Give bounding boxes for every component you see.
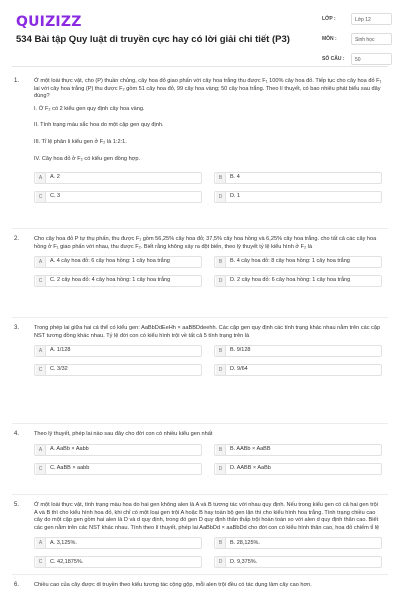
option-text: D. AABB × AaBb bbox=[230, 464, 271, 471]
answer-option-d[interactable] bbox=[214, 191, 382, 203]
option-text: B. 28,125%. bbox=[230, 539, 260, 546]
answer-option-b[interactable] bbox=[214, 345, 382, 357]
question-body bbox=[34, 236, 382, 287]
question-body bbox=[34, 431, 382, 475]
question-text: Theo lý thuyết, phép lai nào sau đây cho đời con có nhiều kiểu gen nhất bbox=[34, 431, 213, 437]
option-text: D. 9/64 bbox=[230, 366, 248, 373]
meta-value: 50 bbox=[351, 53, 392, 65]
question-separator bbox=[12, 423, 388, 424]
option-text: B. AABb × AaBB bbox=[230, 445, 271, 452]
option-letter-box: C bbox=[36, 557, 46, 567]
answer-option-a[interactable] bbox=[34, 444, 202, 456]
question-text: Trong phép lai giữa hai cá thể có kiểu gen: AaBbDdEeHh × aaBBDdeehh. Các cặp gen quy định các tính trạng khác nhau nằm trên các cặp NST tương đồng khác nhau. Tỷ lệ đời con có kiểu hình trội về tất cả 5 tính trạng trên là bbox=[34, 325, 381, 339]
answer-option-d[interactable] bbox=[214, 364, 382, 376]
meta-label: MÔN : bbox=[322, 36, 337, 42]
answer-option-b[interactable] bbox=[214, 256, 382, 268]
question-body bbox=[34, 78, 382, 203]
option-letter-box: D bbox=[216, 192, 226, 202]
answer-option-c[interactable] bbox=[34, 191, 202, 203]
option-letter-box: B bbox=[216, 445, 226, 455]
question-body bbox=[34, 582, 382, 590]
question-body bbox=[34, 502, 382, 568]
quizizz-logo: QUIZIZZ bbox=[16, 14, 82, 30]
answer-option-c[interactable] bbox=[34, 364, 202, 376]
option-text: C. 3/32 bbox=[50, 366, 68, 373]
answer-option-b[interactable] bbox=[214, 172, 382, 184]
answer-options bbox=[34, 444, 382, 475]
option-letter-box: B bbox=[216, 173, 226, 183]
option-text: C. 3 bbox=[50, 193, 61, 200]
answer-option-a[interactable] bbox=[34, 345, 202, 357]
option-letter-box: D bbox=[216, 557, 226, 567]
answer-options bbox=[34, 256, 382, 287]
option-letter-box: A bbox=[36, 346, 46, 356]
option-letter-box: C bbox=[36, 365, 46, 375]
answer-option-c[interactable] bbox=[34, 556, 202, 568]
question-number: 1. bbox=[14, 78, 20, 84]
answer-option-d[interactable] bbox=[214, 556, 382, 568]
option-text: A. 3,125%. bbox=[50, 539, 77, 546]
question-number: 4. bbox=[14, 431, 20, 437]
question-number: 2. bbox=[14, 236, 20, 242]
answer-option-c[interactable] bbox=[34, 275, 202, 287]
meta-row-question-count bbox=[322, 52, 392, 66]
option-letter-box: C bbox=[36, 192, 46, 202]
meta-value: Lớp 12 bbox=[351, 13, 392, 25]
option-letter-box: A bbox=[36, 538, 46, 548]
meta-label: SỐ CÂU : bbox=[322, 56, 345, 62]
option-letter-box: B bbox=[216, 538, 226, 548]
option-letter-box: C bbox=[36, 276, 46, 286]
meta-row-class bbox=[322, 12, 392, 26]
question-separator bbox=[12, 317, 388, 318]
question-5 bbox=[12, 502, 388, 568]
statement: III. Tỉ lệ phân li kiểu gen ở F₂ là 1:2:1. bbox=[34, 138, 127, 145]
option-text: D. 9,375%. bbox=[230, 558, 258, 565]
option-letter-box: A bbox=[36, 257, 46, 267]
answer-option-c[interactable] bbox=[34, 463, 202, 475]
question-number: 6. bbox=[14, 582, 20, 588]
meta-value: Sinh học bbox=[351, 33, 392, 45]
question-6 bbox=[12, 582, 388, 595]
option-text: C. 42,1875%. bbox=[50, 558, 84, 565]
option-text: A. 1/128 bbox=[50, 347, 71, 354]
header-divider bbox=[12, 66, 388, 67]
option-letter-box: A bbox=[36, 173, 46, 183]
option-text: B. 4 bbox=[230, 174, 240, 181]
answer-option-a[interactable] bbox=[34, 256, 202, 268]
answer-options bbox=[34, 345, 382, 376]
option-letter-box: B bbox=[216, 346, 226, 356]
statement: I. Ở F₂ có 2 kiểu gen quy định cây hoa vàng. bbox=[34, 105, 145, 112]
option-letter-box: D bbox=[216, 464, 226, 474]
question-body bbox=[34, 325, 382, 376]
statement: II. Tính trạng màu sắc hoa do một cặp gen quy định. bbox=[34, 122, 164, 129]
option-text: C. AaBB × aabb bbox=[50, 464, 90, 471]
option-text: C. 2 cây hoa đỏ: 4 cây hoa hồng: 1 cây hoa trắng bbox=[50, 277, 171, 284]
option-text: A. AaBb × Aabb bbox=[50, 445, 89, 452]
option-text: B. 9/128 bbox=[230, 347, 251, 354]
question-separator bbox=[12, 494, 388, 495]
answer-option-b[interactable] bbox=[214, 444, 382, 456]
answer-option-d[interactable] bbox=[214, 463, 382, 475]
answer-options bbox=[34, 537, 382, 568]
option-letter-box: B bbox=[216, 257, 226, 267]
question-number: 3. bbox=[14, 325, 20, 331]
worksheet-meta bbox=[322, 12, 392, 72]
question-text: Ở một loài thực vật, cho (P) thuần chủng, cây hoa đỏ giao phấn với cây hoa trắng thu được F₁ 100% cây hoa đỏ. Tiếp tục cho cây hoa đỏ F₁ lai với cây hoa trắng (P) thu được F₂ gồm 51 cây hoa đỏ, 99 cây hoa vàng; 50 cây hoa trắng. Theo lí thuyết, có bao nhiêu phát biểu sau đây đúng? bbox=[34, 78, 382, 100]
question-1 bbox=[12, 78, 388, 203]
answer-option-a[interactable] bbox=[34, 537, 202, 549]
statement: IV. Cây hoa đỏ ở F₂ có kiểu gen đồng hợp. bbox=[34, 155, 141, 162]
question-text: Cho cây hoa đỏ P tự thụ phấn, thu được F₁ gồm 56,25% cây hoa đỏ; 37,5% cây hoa hồng và 6,25% cây hoa trắng. cho tất cả các cây hoa hồng ở F₁ giao phấn với nhau, thu được F₂. Biết rằng không xảy ra đột biến, theo lý thuyết tỷ lệ kiểu hình ở F₂ là bbox=[34, 236, 377, 250]
question-text: Chiều cao của cây được di truyền theo kiểu tương tác cộng gộp, mỗi alen trội đều có tác dụng làm cây cao hơn. bbox=[34, 582, 312, 588]
answer-option-b[interactable] bbox=[214, 537, 382, 549]
meta-label: LỚP : bbox=[322, 16, 336, 22]
question-4 bbox=[12, 431, 388, 475]
option-letter-box: C bbox=[36, 464, 46, 474]
option-letter-box: A bbox=[36, 445, 46, 455]
question-number: 5. bbox=[14, 502, 20, 508]
meta-row-subject bbox=[322, 32, 392, 46]
option-letter-box: D bbox=[216, 365, 226, 375]
option-letter-box: D bbox=[216, 276, 226, 286]
page-title: 534 Bài tập Quy luật di truyền cực hay có lời giải chi tiết (P3) bbox=[16, 34, 290, 45]
question-2 bbox=[12, 236, 388, 287]
question-separator bbox=[12, 228, 388, 229]
answer-option-d[interactable] bbox=[214, 275, 382, 287]
question-separator bbox=[12, 574, 388, 575]
question-3 bbox=[12, 325, 388, 376]
answer-options bbox=[34, 172, 382, 203]
option-text: A. 4 cây hoa đỏ: 6 cây hoa hồng: 1 cây hoa trắng bbox=[50, 258, 170, 265]
option-text: B. 4 cây hoa đỏ: 8 cây hoa hồng: 1 cây hoa trắng bbox=[230, 258, 350, 265]
option-text: A. 2 bbox=[50, 174, 60, 181]
option-text: D. 1 bbox=[230, 193, 241, 200]
answer-option-a[interactable] bbox=[34, 172, 202, 184]
option-text: D. 2 cây hoa đỏ: 6 cây hoa hồng: 1 cây hoa trắng bbox=[230, 277, 351, 284]
question-text: Ở một loài thực vật, tính trạng màu hoa do hai gen không alen là A và B tương tác với nhau quy định. Nếu trong kiểu gen có cả hai gen trội A và B thì cho kiểu hình hoa đỏ, khi chỉ có một loại gen trội A hoặc B hay toàn bộ gen lặn thì cho kiểu hình hoa trắng. Tính trạng chiều cao cây do một cặp gen gồm hai alen là D và d quy định, trong đó gen D quy định thân thấp trội hoàn toàn so với alen d quy định thân cao. Biết các gen nằm trên các NST khác nhau. Tính theo lí thuyết, phép lai AaBbDd × aaBbDd cho đời con có kiểu hình thân cao, hoa đỏ chiếm tỉ lệ bbox=[34, 502, 380, 531]
